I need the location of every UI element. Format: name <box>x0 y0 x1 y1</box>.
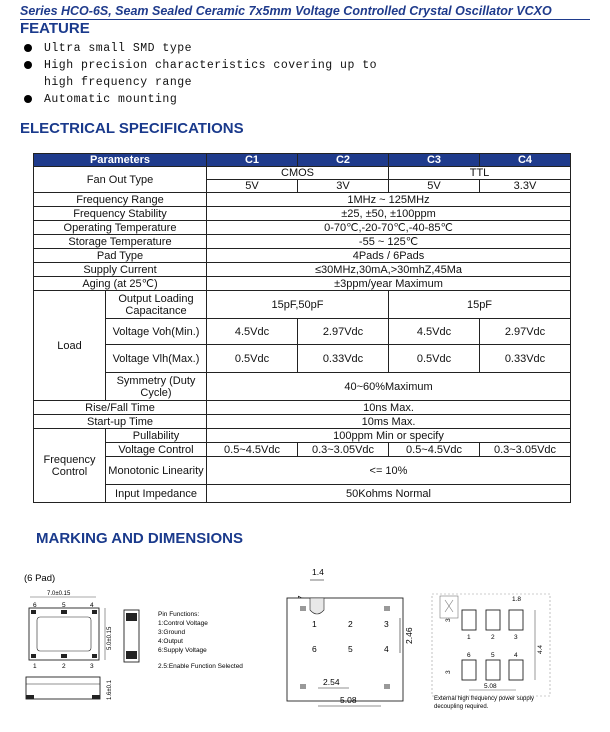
table-row <box>34 291 571 319</box>
value-cell: 0.5~4.5Vdc <box>207 443 298 457</box>
table-row <box>34 373 571 401</box>
header-c2: C2 <box>298 154 389 167</box>
value-cell: 0.5Vdc <box>207 345 298 373</box>
pad-dim-2-46: 2.46 <box>404 627 414 644</box>
pad-layout-pin-1: 1 <box>312 619 317 629</box>
circuit-pad-2 <box>486 610 500 630</box>
pin-function-item: 3:Ground <box>158 629 186 636</box>
pad-layout-pin-2: 2 <box>348 619 353 629</box>
value-cell: 4.5Vdc <box>207 319 298 345</box>
pad-1 <box>31 654 36 658</box>
table-row <box>34 277 571 291</box>
header-parameters: Parameters <box>34 154 207 167</box>
circuit-note-continued: decoupling required. <box>434 704 489 710</box>
electrical-specs-table <box>33 153 571 503</box>
group-frequency-control: Frequency Control <box>34 429 106 503</box>
circuit-pad-5 <box>486 660 500 680</box>
table-row <box>34 263 571 277</box>
pin-note: 2.5:Enable Function Selected <box>158 663 243 670</box>
circuit-outline <box>432 594 550 696</box>
circuit-pad-4 <box>509 660 523 680</box>
circuit-pin-5: 5 <box>491 652 495 659</box>
feature-text-continued: high frequency range <box>44 76 193 89</box>
value-cell: 0.3~3.05Vdc <box>480 443 571 457</box>
value-cell: 0.3~3.05Vdc <box>298 443 389 457</box>
circuit-dim-4-4: 4.4 <box>537 644 544 654</box>
value-cell: 10ns Max. <box>207 401 571 415</box>
param-cell: Symmetry (Duty Cycle) <box>106 373 207 401</box>
table-row <box>34 249 571 263</box>
value-cell: 2.97Vdc <box>480 319 571 345</box>
param-cell: Start-up Time <box>34 415 207 429</box>
param-cell: Input Impedance <box>106 485 207 503</box>
table-row <box>34 221 571 235</box>
table-row <box>34 415 571 429</box>
end-view-pad-top <box>126 613 137 621</box>
pad-layout-notch <box>310 598 324 614</box>
pad-layout-pad <box>384 684 390 689</box>
value-cell: 15pF,50pF <box>207 291 389 319</box>
cell-voltage-c3: 5V <box>389 180 480 193</box>
circuit-pad-6 <box>462 660 476 680</box>
pad-layout-pad <box>300 684 306 689</box>
table-row <box>34 485 571 503</box>
circuit-dim-1-8: 1.8 <box>512 596 522 603</box>
pad-dim-2-54: 2.54 <box>323 677 340 687</box>
electrical-specs-heading: ELECTRICAL SPECIFICATIONS <box>20 120 244 137</box>
table-row <box>34 401 571 415</box>
pin-label-4: 4 <box>90 602 94 609</box>
circuit-dim-3-top: 3 <box>445 618 452 622</box>
feature-text: Ultra small SMD type <box>44 42 193 55</box>
param-cell: Voltage Control <box>106 443 207 457</box>
pad-4 <box>92 610 97 614</box>
value-cell: 0-70℃,-20-70℃,-40-85℃ <box>207 221 571 235</box>
header-c4: C4 <box>480 154 571 167</box>
value-cell: 2.97Vdc <box>298 319 389 345</box>
pad-layout-pin-5: 5 <box>348 644 353 654</box>
pad-dim-1-4: 1.4 <box>312 567 324 577</box>
value-cell: -55 ~ 125℃ <box>207 235 571 249</box>
feature-item <box>24 40 377 57</box>
pad-layout-pin-3: 3 <box>384 619 389 629</box>
value-cell: 4Pads / 6Pads <box>207 249 571 263</box>
dim-height: 5.0±0.15 <box>107 626 113 650</box>
table-header-row <box>34 154 571 167</box>
pad-5 <box>61 610 67 614</box>
table-row <box>34 167 571 180</box>
cell-voltage-c1: 5V <box>207 180 298 193</box>
param-cell: Pad Type <box>34 249 207 263</box>
table-row <box>34 457 571 485</box>
circuit-dim-5-08: 5.08 <box>484 683 497 690</box>
param-fan-out: Fan Out Type <box>34 167 207 193</box>
package-lid <box>37 617 91 651</box>
cell-voltage-c4: 3.3V <box>480 180 571 193</box>
header-c3: C3 <box>389 154 480 167</box>
side-view-outline <box>26 677 100 699</box>
value-cell: 10ms Max. <box>207 415 571 429</box>
param-cell: Rise/Fall Time <box>34 401 207 415</box>
feature-heading: FEATURE <box>20 20 90 37</box>
value-cell: 40~60%Maximum <box>207 373 571 401</box>
bullet-icon <box>24 44 32 52</box>
pin-function-item: 4:Output <box>158 638 183 645</box>
circuit-pin-2: 2 <box>491 634 495 641</box>
pin-label-2: 2 <box>62 663 66 670</box>
header-c1: C1 <box>207 154 298 167</box>
dim-thickness: 1.6±0.1 <box>107 680 113 700</box>
value-cell: 0.5Vdc <box>389 345 480 373</box>
pin-label-1: 1 <box>33 663 37 670</box>
param-cell: Monotonic Linearity <box>106 457 207 485</box>
param-cell: Operating Temperature <box>34 221 207 235</box>
feature-item <box>24 57 377 91</box>
circuit-pad-1 <box>462 610 476 630</box>
cell-voltage-c2: 3V <box>298 180 389 193</box>
bullet-icon <box>24 61 32 69</box>
pad-layout-pin-4: 4 <box>384 644 389 654</box>
pin-label-5: 5 <box>62 602 66 609</box>
param-cell: Pullability <box>106 429 207 443</box>
value-cell: 50Kohms Normal <box>207 485 571 503</box>
param-cell: Supply Current <box>34 263 207 277</box>
circuit-pin-1: 1 <box>467 634 471 641</box>
table-row <box>34 345 571 373</box>
circuit-pin-3: 3 <box>514 634 518 641</box>
dim-width: 7.0±0.15 <box>47 591 71 597</box>
table-row <box>34 193 571 207</box>
side-view-pad-left <box>26 695 34 699</box>
cell-ttl: TTL <box>389 167 571 180</box>
circuit-pad-3 <box>509 610 523 630</box>
value-cell: 4.5Vdc <box>389 319 480 345</box>
bullet-icon <box>24 95 32 103</box>
pad-layout-pin-6: 6 <box>312 644 317 654</box>
param-cell: Voltage Vlh(Max.) <box>106 345 207 373</box>
param-cell: Frequency Range <box>34 193 207 207</box>
table-row <box>34 429 571 443</box>
circuit-dim-3-bottom: 3 <box>445 670 452 674</box>
value-cell: 15pF <box>389 291 571 319</box>
end-view-pad-bottom <box>126 651 137 659</box>
value-cell: 0.33Vdc <box>480 345 571 373</box>
pad-dim-5-08: 5.08 <box>340 695 357 705</box>
feature-item <box>24 91 377 108</box>
pin-function-item: 1:Control Voltage <box>158 620 208 627</box>
circuit-pin-6: 6 <box>467 652 471 659</box>
dimension-drawings <box>0 560 610 732</box>
circuit-note: External high frequency power supply <box>434 696 535 702</box>
marking-dimensions-heading: MARKING AND DIMENSIONS <box>36 530 243 547</box>
value-cell: ±25, ±50, ±100ppm <box>207 207 571 221</box>
circuit-pin-4: 4 <box>514 652 518 659</box>
feature-text: High precision characteristics covering up to <box>44 59 378 72</box>
group-load: Load <box>34 291 106 401</box>
series-title: Series HCO-6S, Seam Sealed Ceramic 7x5mm Voltage Controlled Crystal Oscillator VCXO <box>20 4 552 18</box>
cell-cmos: CMOS <box>207 167 389 180</box>
value-cell: 1MHz ~ 125MHz <box>207 193 571 207</box>
pad-6 <box>31 610 36 614</box>
pin-label-6: 6 <box>33 602 37 609</box>
value-cell: 100ppm Min or specify <box>207 429 571 443</box>
param-cell: Voltage Voh(Min.) <box>106 319 207 345</box>
value-cell: 0.5~4.5Vdc <box>389 443 480 457</box>
feature-list <box>24 40 377 108</box>
pad-layout-pad <box>300 606 306 611</box>
table-row <box>34 443 571 457</box>
value-cell: 0.33Vdc <box>298 345 389 373</box>
table-row <box>34 319 571 345</box>
feature-text: Automatic mounting <box>44 93 178 106</box>
pad-layout-pad <box>384 606 390 611</box>
value-cell: <= 10% <box>207 457 571 485</box>
param-cell: Output Loading Capacitance <box>106 291 207 319</box>
param-cell: Aging (at 25℃) <box>34 277 207 291</box>
pad-2 <box>61 654 67 658</box>
value-cell: ±3ppm/year Maximum <box>207 277 571 291</box>
table-row <box>34 235 571 249</box>
pin-functions-title: Pin Functions: <box>158 611 200 618</box>
pin-label-3: 3 <box>90 663 94 670</box>
param-cell: Frequency Stability <box>34 207 207 221</box>
param-cell: Storage Temperature <box>34 235 207 249</box>
pad-3 <box>92 654 97 658</box>
table-row <box>34 207 571 221</box>
pin-function-item: 6:Supply Voltage <box>158 647 207 654</box>
side-view-pad-right <box>92 695 100 699</box>
pad-label: (6 Pad) <box>24 573 56 584</box>
value-cell: ≤30MHz,30mA,>30mhZ,45Ma <box>207 263 571 277</box>
title-underline <box>20 19 590 20</box>
